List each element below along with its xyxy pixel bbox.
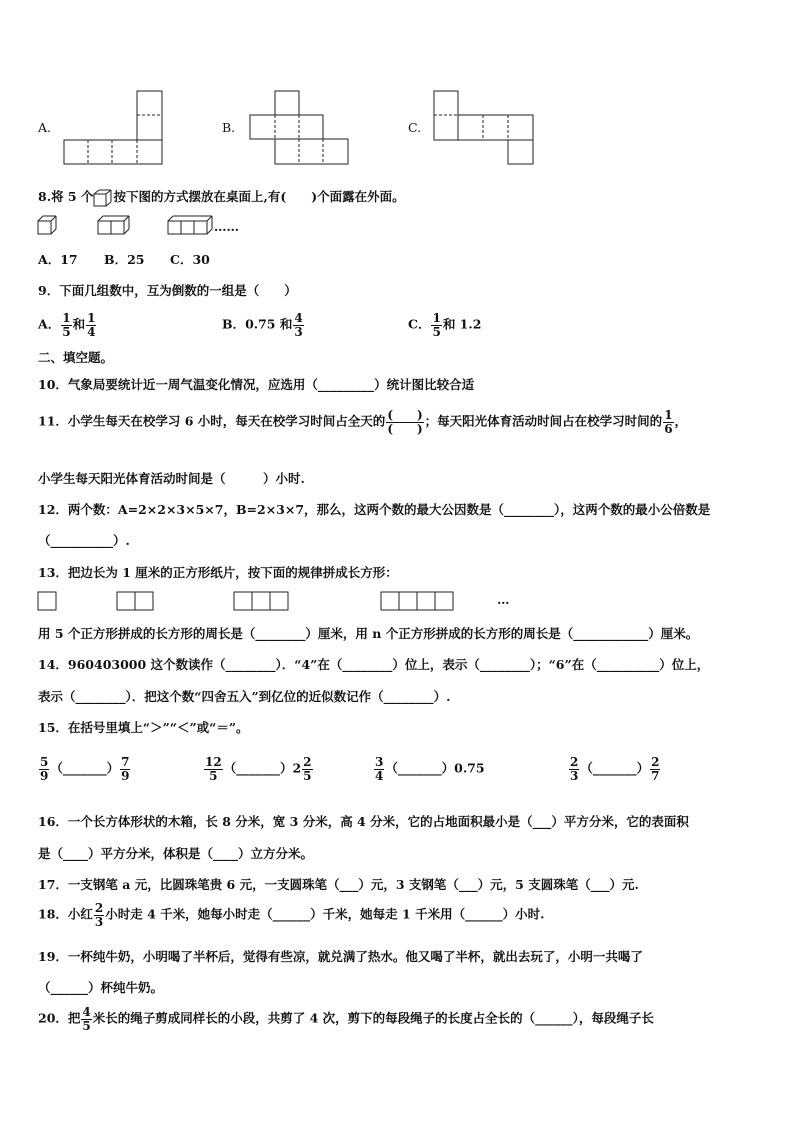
q12-number: 12． xyxy=(38,502,68,517)
q20-number: 20． xyxy=(38,1010,68,1026)
q11-fraction: $\frac{1}{6}$ xyxy=(664,408,673,436)
q15-blank-2[interactable]: （_______） xyxy=(223,760,293,776)
question-16 xyxy=(38,812,689,830)
q14-text: 960403000 这个数读作（________）．“4”在（________）位上，表示（________）；“6”在（__________）位上， xyxy=(67,657,710,672)
q13-square-pattern xyxy=(0,588,600,614)
q15-item-2: $\frac{12}{5}$ （_______）2 $\frac{2}{5}$ xyxy=(205,755,312,783)
q15-number: 15． xyxy=(38,720,68,735)
q20-pre: 把 xyxy=(67,1010,81,1026)
question-18 xyxy=(38,902,544,928)
q16-text: 一个长方体形状的木箱，长 8 分米，宽 3 分米，高 4 分米，它的占地面积最小是（___）平方分米，它的表面积 xyxy=(67,814,689,829)
q7-option-c-label: C. xyxy=(408,120,422,135)
q9-text: 下面几组数中，互为倒数的一组是（ ） xyxy=(59,283,297,298)
q15-item-1: $\frac{5}{9}$ （_______） $\frac{7}{9}$ xyxy=(40,755,130,783)
q15-blank-3[interactable]: （_______） xyxy=(385,760,455,776)
q14-number: 14． xyxy=(38,657,68,672)
q10-number: 10． xyxy=(38,377,68,392)
q14-line2: 表示（________）．把这个数“四舍五入”到亿位的近似数记作（________）. xyxy=(38,689,451,704)
q8-text-after: 按下图的方式摆放在桌面上,有( )个面露在外面。 xyxy=(113,189,405,204)
q18-post: 小时走 4 千米，她每小时走（______）千米，她每走 1 千米用（______）小时. xyxy=(105,906,545,922)
section-heading-fill-in: 二、填空题。 xyxy=(38,350,114,365)
q15-blank-4[interactable]: （_______） xyxy=(580,760,650,776)
q9-number: 9． xyxy=(38,283,60,298)
q13-dots: … xyxy=(497,592,510,607)
q9-a-fraction-1: $\frac{1}{5}$ xyxy=(62,311,71,339)
q20-post: 米长的绳子剪成同样长的小段，共剪了 4 次，剪下的每段绳子的长度占全长的（______），每段绳子长 xyxy=(92,1010,654,1026)
q9-option-a xyxy=(38,312,97,338)
q9-c-fraction: $\frac{1}{5}$ xyxy=(432,311,441,339)
q15-text: 在括号里填上“＞”“＜”或“＝”。 xyxy=(67,720,249,735)
question-8 xyxy=(38,187,405,207)
q13-number: 13． xyxy=(38,565,68,580)
q8-ellipsis: …… xyxy=(214,219,239,234)
q9-a-and: 和 xyxy=(72,316,86,332)
q19-text: 一杯纯牛奶，小明喝了半杯后，觉得有些凉，就兑满了热水。他又喝了半杯，就出去玩了，小明一共喝了 xyxy=(67,949,643,964)
q7-net-diagrams xyxy=(0,0,794,200)
q8-option-a: A．17 xyxy=(38,252,78,267)
q18-fraction: $\frac{2}{3}$ xyxy=(94,901,104,929)
q17-text: 一支钢笔 a 元，比圆珠笔贵 6 元，一支圆珠笔（___）元，3 支钢笔（___）元，5 支圆珠笔（___）元. xyxy=(67,877,639,892)
q15-item-3: $\frac{3}{4}$ （_______）0.75 xyxy=(375,755,485,783)
q16-line2: 是（____）平方分米，体积是（____）立方分米。 xyxy=(38,846,314,861)
question-11 xyxy=(38,409,687,435)
q9-c-tail: 和 1.2 xyxy=(442,316,482,332)
q11-line2: 小学生每天阳光体育活动时间是（ ）小时. xyxy=(38,471,305,486)
q8-cube-rows xyxy=(0,212,300,238)
q13-line2: 用 5 个正方形拼成的长方形的周长是（________）厘米，用 n 个正方形拼成的长方形的周长是（____________）厘米。 xyxy=(38,626,699,641)
q13-text: 把边长为 1 厘米的正方形纸片，按下面的规律拼成长方形： xyxy=(67,565,398,580)
q9-a-fraction-2: $\frac{1}{4}$ xyxy=(87,311,96,339)
q7-option-b-label: B. xyxy=(222,120,236,135)
q9-option-b xyxy=(222,312,305,338)
q8-option-b: B．25 xyxy=(104,252,145,267)
q8-number: 8. xyxy=(38,189,52,204)
q17-number: 17． xyxy=(38,877,68,892)
q19-number: 19． xyxy=(38,949,68,964)
question-17 xyxy=(38,875,639,893)
q7-option-a-label: A. xyxy=(38,120,52,135)
q9-a-label: A． xyxy=(38,316,61,332)
question-13 xyxy=(38,563,398,581)
q11-blank-fraction: $\frac{( )}{( )}$ xyxy=(387,408,423,436)
question-9 xyxy=(38,281,297,299)
q11-text3: ， xyxy=(674,413,688,429)
q10-text: 气象局要统计近一周气温变化情况，应选用（_________）统计图比较合适 xyxy=(67,377,475,392)
q18-number: 18． xyxy=(38,906,68,922)
q11-text1: 小学生每天在校学习 6 小时，每天在校学习时间占全天的 xyxy=(67,413,386,429)
question-12 xyxy=(38,500,710,518)
q9-option-c xyxy=(408,312,481,338)
q15-item-4: $\frac{2}{3}$ （_______） $\frac{2}{7}$ xyxy=(570,755,660,783)
question-15 xyxy=(38,718,249,736)
q9-b-fraction: $\frac{4}{3}$ xyxy=(294,311,303,339)
q11-text2: ；每天阳光体育活动时间占在校学习时间的 xyxy=(424,413,663,429)
q11-number: 11． xyxy=(38,413,68,429)
question-10 xyxy=(38,375,474,393)
cube-icon xyxy=(93,189,113,207)
question-20 xyxy=(38,1006,654,1032)
q12-text: 两个数：A=2×2×3×5×7，B=2×3×7，那么，这两个数的最大公因数是（________），这两个数的最小公倍数是 xyxy=(67,502,711,517)
q9-b-label: B．0.75 和 xyxy=(222,316,293,332)
q8-text-before: 将 5 个 xyxy=(51,189,94,204)
q9-c-label: C． xyxy=(408,316,431,332)
q12-line2: （__________）. xyxy=(38,533,130,548)
q8-option-c: C．30 xyxy=(170,252,210,267)
q19-line2: （______）杯纯牛奶。 xyxy=(38,980,164,995)
q20-fraction: $\frac{4}{5}$ xyxy=(82,1005,91,1033)
q16-number: 16． xyxy=(38,814,68,829)
question-14 xyxy=(38,655,709,673)
q15-blank-1[interactable]: （_______） xyxy=(50,760,120,776)
q18-pre: 小红 xyxy=(67,906,93,922)
question-19 xyxy=(38,947,643,965)
